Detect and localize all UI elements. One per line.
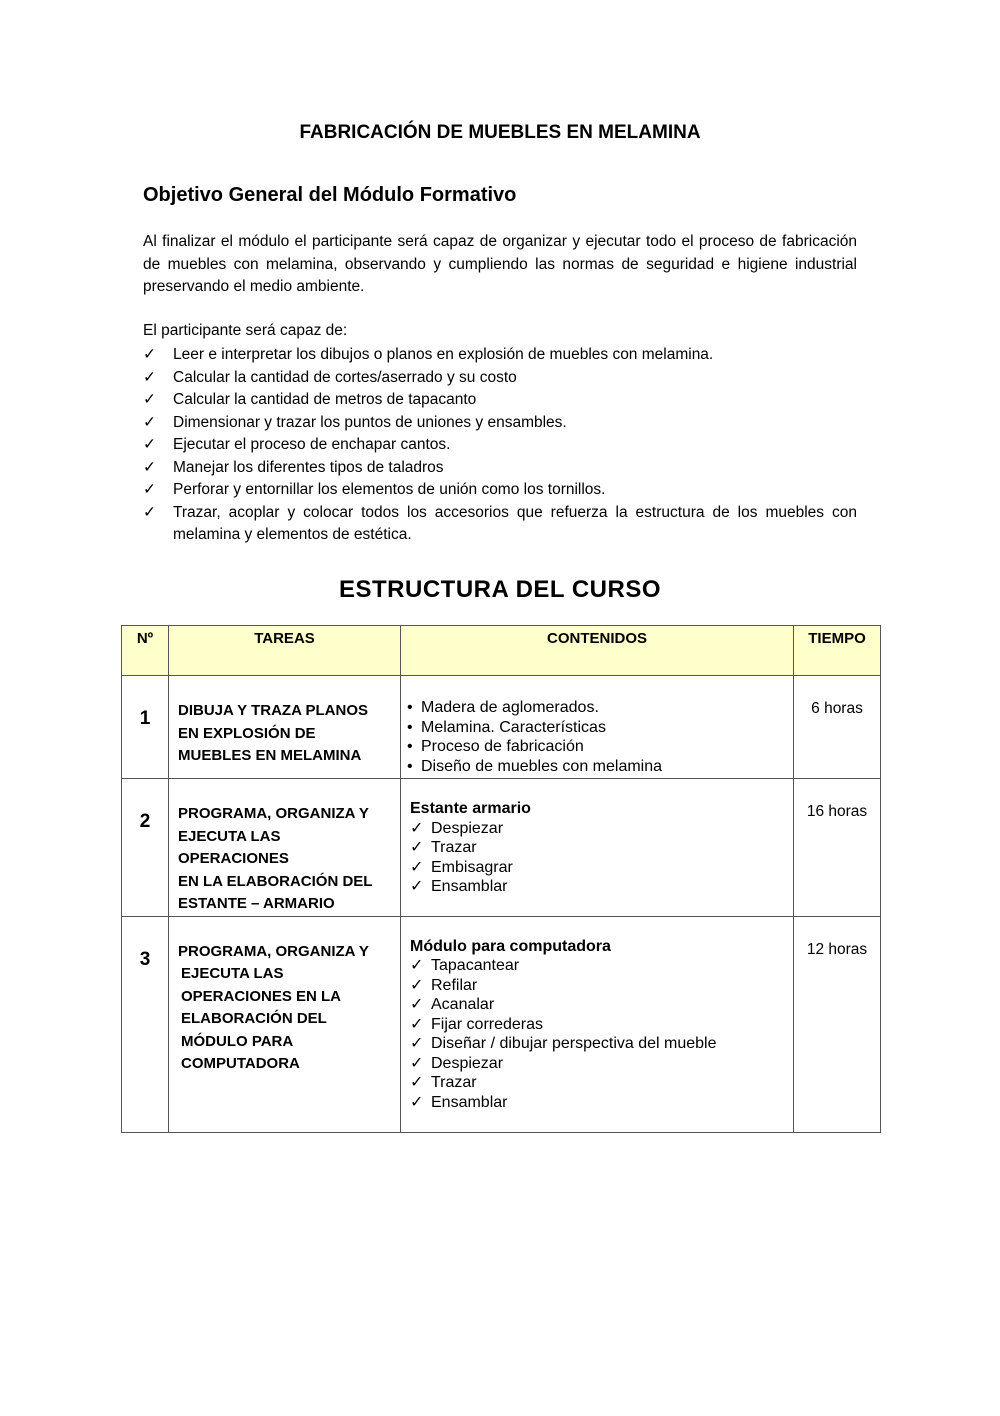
table-header-row: [122, 626, 881, 676]
list-item: [143, 389, 857, 412]
task-line: MÓDULO PARA: [181, 1032, 294, 1050]
content-item: Trazar: [431, 839, 477, 856]
checkmark-icon: ✓: [143, 391, 156, 408]
task-line: EJECUTA LAS: [181, 965, 284, 982]
header-num: Nº: [122, 626, 169, 676]
checkmark-icon: ✓: [410, 1093, 424, 1111]
task-line: EN LA ELABORACIÓN DEL: [178, 872, 373, 890]
list-item: [143, 479, 857, 502]
checkmark-icon: ✓: [143, 413, 156, 431]
task-line: PROGRAMA, ORGANIZA Y: [178, 805, 369, 822]
table-row: [122, 676, 881, 779]
content-subtitle: Estante armario: [410, 800, 531, 817]
task-cell: [169, 916, 401, 1132]
checkmark-icon: ✓: [410, 957, 424, 974]
row-number: 1: [122, 676, 169, 779]
capability-text: Ejecutar el proceso de enchapar cantos.: [173, 436, 451, 453]
header-time: TIEMPO: [794, 626, 881, 676]
list-item: [405, 976, 789, 996]
task-line: ESTANTE – ARMARIO: [178, 895, 335, 912]
course-table: [121, 625, 881, 1133]
list-item: [405, 1093, 789, 1113]
checkmark-icon: ✓: [410, 996, 424, 1013]
list-item: [405, 1073, 789, 1093]
checkmark-icon: ✓: [143, 481, 156, 498]
content-item: Despiezar: [431, 819, 504, 837]
list-item: [143, 344, 857, 367]
task-line: COMPUTADORA: [181, 1055, 300, 1072]
task-line: ELABORACIÓN DEL: [181, 1010, 327, 1027]
checkmark-icon: ✓: [410, 878, 424, 895]
list-item: [405, 1015, 789, 1035]
list-item: [405, 838, 789, 858]
row-number: 2: [122, 779, 169, 917]
capability-text: Manejar los diferentes tipos de taladros: [173, 458, 444, 476]
checkmark-icon: ✓: [410, 819, 424, 837]
contents-cell: [401, 916, 794, 1132]
task-line: EJECUTA LAS OPERACIONES: [178, 827, 289, 867]
task-line: EN EXPLOSIÓN DE: [178, 724, 316, 742]
capability-text: Calcular la cantidad de metros de tapacanto: [173, 391, 477, 408]
content-item: Melamina. Características: [421, 718, 606, 736]
capability-text: Trazar, acoplar y colocar todos los accesorios que refuerza la estructura de los muebles con melamina y elementos de estética.: [173, 503, 857, 543]
content-item: Ensamblar: [431, 878, 508, 895]
content-item: Diseñar / dibujar perspectiva del mueble: [431, 1035, 717, 1052]
capabilities-intro: El participante será capaz de:: [143, 322, 348, 339]
content-item: Embisagrar: [431, 858, 513, 876]
list-item: [143, 457, 857, 480]
content-item: Despiezar: [431, 1054, 504, 1072]
task-cell: [169, 779, 401, 917]
task-line: OPERACIONES EN LA: [181, 987, 342, 1005]
objective-heading: Objetivo General del Módulo Formativo: [143, 184, 517, 206]
bullet-icon: •: [407, 738, 413, 755]
time-cell: 6 horas: [794, 676, 881, 779]
content-item: Fijar correderas: [431, 1015, 544, 1033]
list-item: [143, 502, 857, 547]
checkmark-icon: ✓: [410, 858, 424, 876]
content-subtitle: Módulo para computadora: [410, 937, 611, 955]
checkmark-icon: ✓: [143, 458, 156, 476]
bullet-icon: •: [407, 757, 413, 775]
list-item: [405, 819, 789, 839]
header-tasks: TAREAS: [169, 626, 401, 676]
checkmark-icon: ✓: [410, 1074, 424, 1091]
table-row: [122, 779, 881, 917]
list-item: [405, 877, 789, 897]
list-item: [405, 858, 789, 878]
contents-cell: [401, 779, 794, 917]
checkmark-icon: ✓: [143, 346, 156, 363]
task-line: PROGRAMA, ORGANIZA Y: [178, 942, 369, 960]
checkmark-icon: ✓: [410, 1035, 424, 1052]
list-item: [143, 367, 857, 390]
capability-text: Leer e interpretar los dibujos o planos en explosión de muebles con melamina.: [173, 346, 714, 363]
checkmark-icon: ✓: [410, 839, 424, 856]
capabilities-list: [143, 344, 857, 547]
capability-text: Dimensionar y trazar los puntos de uniones y ensambles.: [173, 413, 567, 431]
content-item: Madera de aglomerados.: [421, 699, 599, 716]
document-title: FABRICACIÓN DE MUEBLES EN MELAMINA: [299, 122, 701, 143]
checkmark-icon: ✓: [143, 503, 156, 521]
content-item: Ensamblar: [431, 1093, 508, 1111]
task-line: MUEBLES EN MELAMINA: [178, 747, 362, 764]
list-item: [405, 1034, 789, 1054]
header-contents: CONTENIDOS: [401, 626, 794, 676]
checkmark-icon: ✓: [143, 436, 156, 453]
content-item: Proceso de fabricación: [421, 738, 584, 755]
content-item: Diseño de muebles con melamina: [421, 757, 663, 775]
capability-text: Perforar y entornillar los elementos de unión como los tornillos.: [173, 481, 606, 498]
list-item: [143, 412, 857, 435]
list-item: [405, 737, 789, 757]
content-item: Tapacantear: [431, 957, 520, 974]
capability-text: Calcular la cantidad de cortes/aserrado y su costo: [173, 368, 517, 386]
bullet-icon: •: [407, 699, 413, 716]
contents-cell: [401, 676, 794, 779]
list-item: [405, 757, 789, 777]
checkmark-icon: ✓: [410, 1015, 424, 1033]
content-item: Acanalar: [431, 996, 495, 1013]
objective-paragraph: Al finalizar el módulo el participante será capaz de organizar y ejecutar todo el proceso de fabricación de muebles con melamina, observando y cumpliendo las normas de seguridad e higiene industrial preservando el medio ambiente.: [143, 233, 857, 295]
list-item: [405, 1054, 789, 1074]
time-cell: 16 horas: [794, 779, 881, 917]
list-item: [405, 718, 789, 738]
bullet-icon: •: [407, 718, 413, 736]
task-cell: [169, 676, 401, 779]
time-cell: 12 horas: [794, 916, 881, 1132]
row-number: 3: [122, 916, 169, 1132]
checkmark-icon: ✓: [143, 368, 156, 386]
list-item: [405, 995, 789, 1015]
checkmark-icon: ✓: [410, 1054, 424, 1072]
list-item: [143, 434, 857, 457]
content-item: Refilar: [431, 976, 478, 994]
task-line: DIBUJA Y TRAZA PLANOS: [178, 702, 369, 719]
list-item: [405, 698, 789, 718]
checkmark-icon: ✓: [410, 976, 424, 994]
table-row: [122, 916, 881, 1132]
content-item: Trazar: [431, 1074, 477, 1091]
structure-title: ESTRUCTURA DEL CURSO: [338, 576, 661, 603]
list-item: [405, 956, 789, 976]
